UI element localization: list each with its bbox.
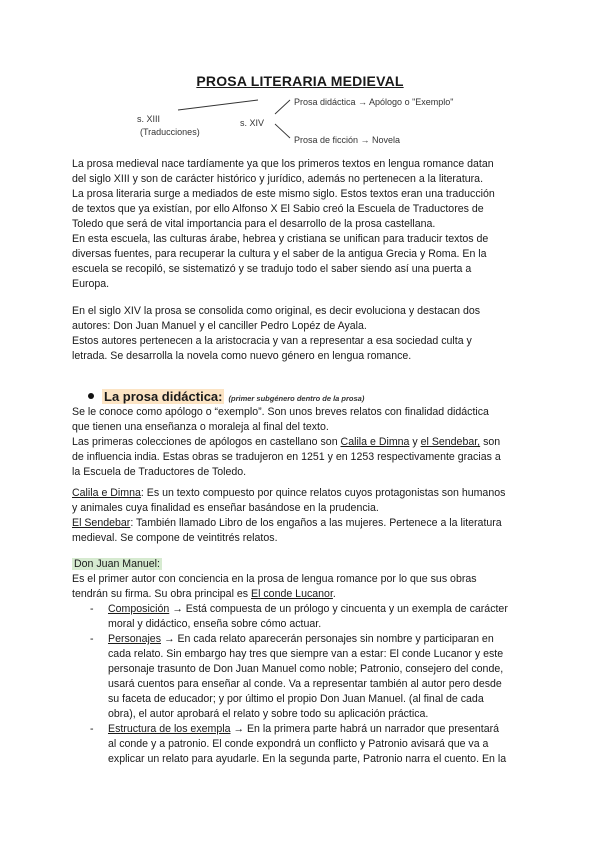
intro-line: diversas fuentes, para recuperar la cultura y el saber de la antigua Grecia y Roma. En la [72,248,487,260]
didactic-note: (primer subgénero dentro de la prosa) [228,394,365,403]
sendebar-term: El Sendebar [72,517,131,529]
didactic-text: y [409,436,421,448]
list-item-text: su faceta de educador; y por último el propio Don Juan Manuel. (al final de cada [108,693,484,705]
djm-heading: Don Juan Manuel: [74,558,160,570]
sendebar-text: : También llamado Libro de los engaños a las mujeres. Pertenece a la literatura [130,517,502,529]
intro-line: Europa. [72,278,110,290]
intro-line: En esta escuela, las culturas árabe, hebrea y cristiana se unifican para traducir textos de [72,233,489,245]
list-item [72,632,532,722]
intro-line: La prosa literaria surge a mediados de este mismo siglo. Estos textos eran una traducción [72,188,495,200]
djm-list [72,602,532,767]
calila-term: Calila e Dimna [72,487,141,499]
intro-section [72,157,532,292]
list-item-text: usará cuentos para enseñar al conde. Va a representar también al autor pero desde [108,678,502,690]
diagram-branch-bottom [275,124,290,138]
works-section [72,486,532,546]
page-title: PROSA LITERARIA MEDIEVAL [196,73,404,89]
xiv-section [72,304,532,364]
list-item-text: cada relato. Sin embargo hay tres que siempre van a estar: El conde Lucanor y este [108,648,504,660]
list-item-text: explicar un relato para ayudarle. En la segunda parte, Patronio narra el cuento. En la [108,753,507,765]
xiv-line: autores: Don Juan Manuel y el canciller Pedro Lopéz de Ayala. [72,320,367,332]
lucanor-title: El conde Lucanor [251,588,333,600]
xiv-line: En el siglo XIV la prosa se consolida como original, es decir evoluciona y destacan dos [72,305,481,317]
list-item-term: Estructura de los exempla [108,723,231,735]
didactic-text: son [480,436,501,448]
didactic-heading: La prosa didáctica: [104,389,223,404]
dash-icon: - [90,603,94,615]
diagram-branch-top [275,100,290,114]
diagram-connector-left [178,100,258,110]
list-item-text: moral y didáctico, enseña sobre cómo actuar. [108,618,322,630]
djm-text: . [332,588,336,600]
didactic-line: Se le conoce como apólogo o “exemplo”. Son unos breves relatos con finalidad didáctica [72,406,489,418]
calila-text: : Es un texto compuesto por quince relatos cuyos protagonistas son humanos [140,487,506,499]
intro-line: Toledo que será de vital importancia para el desarrollo de la prosa castellana. [72,218,436,230]
dash-icon: - [90,633,94,645]
list-item-term: Personajes [108,633,161,645]
diagram-branch-bottom-label: Prosa de ficción → Novela [294,135,401,145]
diagram-left-sub: (Traducciones) [140,127,200,137]
didactic-line: que tienen una enseñanza o moraleja al final del texto. [72,421,329,433]
list-item-text: → Está compuesta de un prólogo y cincuenta y un exempla de carácter [169,603,508,615]
list-item-text: → En la primera parte habrá un narrador que presentará [230,723,500,735]
intro-line: de textos que ya existían, por ello Alfonso X El Sabio creó la Escuela de Traductores de [72,203,484,215]
calila-line [72,486,532,501]
didactic-text: Las primeras colecciones de apólogos en castellano son [72,436,341,448]
intro-line: La prosa medieval nace tardíamente ya que los primeros textos en lengua romance datan [72,158,494,170]
list-item-text: → En cada relato aparecerán personajes sin nombre y participaran en [161,633,494,645]
djm-heading-line [72,557,532,572]
list-item-text: al conde y a patronio. El conde expondrá un conflicto y Patronio avisará que va a [108,738,489,750]
intro-line: del siglo XIII y son de carácter histórico y jurídico, además no pertenecen a la literatura. [72,173,484,185]
list-item-term: Composición [108,603,170,615]
djm-line: Es el primer autor con conciencia en la prosa de lengua romance por lo que sus obras [72,573,477,585]
diagram-left-label: s. XIII [137,114,161,124]
list-item-text: obra), el autor aprobará el relato y sobre todo su aplicación práctica. [108,708,429,720]
xiv-line: Estos autores pertenecen a la aristocracia y van a representar a esa sociedad culta y [72,335,472,347]
didactic-heading-row [88,388,364,406]
didactic-section [72,405,532,480]
diagram-center-label: s. XIV [240,118,265,128]
didactic-line [72,435,532,450]
sendebar-title: el Sendebar, [420,436,481,448]
list-item-text: personaje trasunto de Don Juan Manuel como noble; Patronio, consejero del conde, [108,663,504,675]
bullet-icon [88,393,94,399]
didactic-line: la Escuela de Traductores de Toledo. [72,466,247,478]
xiv-line: letrada. Se desarrolla la novela como nuevo género en lengua romance. [72,350,412,362]
sendebar-line: medieval. Se compone de veintitrés relatos. [72,532,278,544]
calila-line: y animales cuya finalidad es enseñar basándose en la prudencia. [72,502,379,514]
intro-line: escuela se recopiló, se sistematizó y se tradujo todo el saber siendo así una puerta a [72,263,472,275]
sendebar-line [72,516,532,531]
djm-text: tendrán su firma. Su obra principal es [72,588,252,600]
didactic-line: de influencia india. Estas obras se tradujeron en 1251 y en 1253 respectivamente gracias a [72,451,501,463]
djm-line [72,587,532,602]
diagram-branch-top-label: Prosa didáctica → Apólogo o "Exemplo" [294,97,454,107]
dash-icon: - [90,723,94,735]
list-item [72,722,532,767]
calila-title: Calila e Dimna [340,436,410,448]
djm-section [72,557,532,767]
list-item [72,602,532,632]
